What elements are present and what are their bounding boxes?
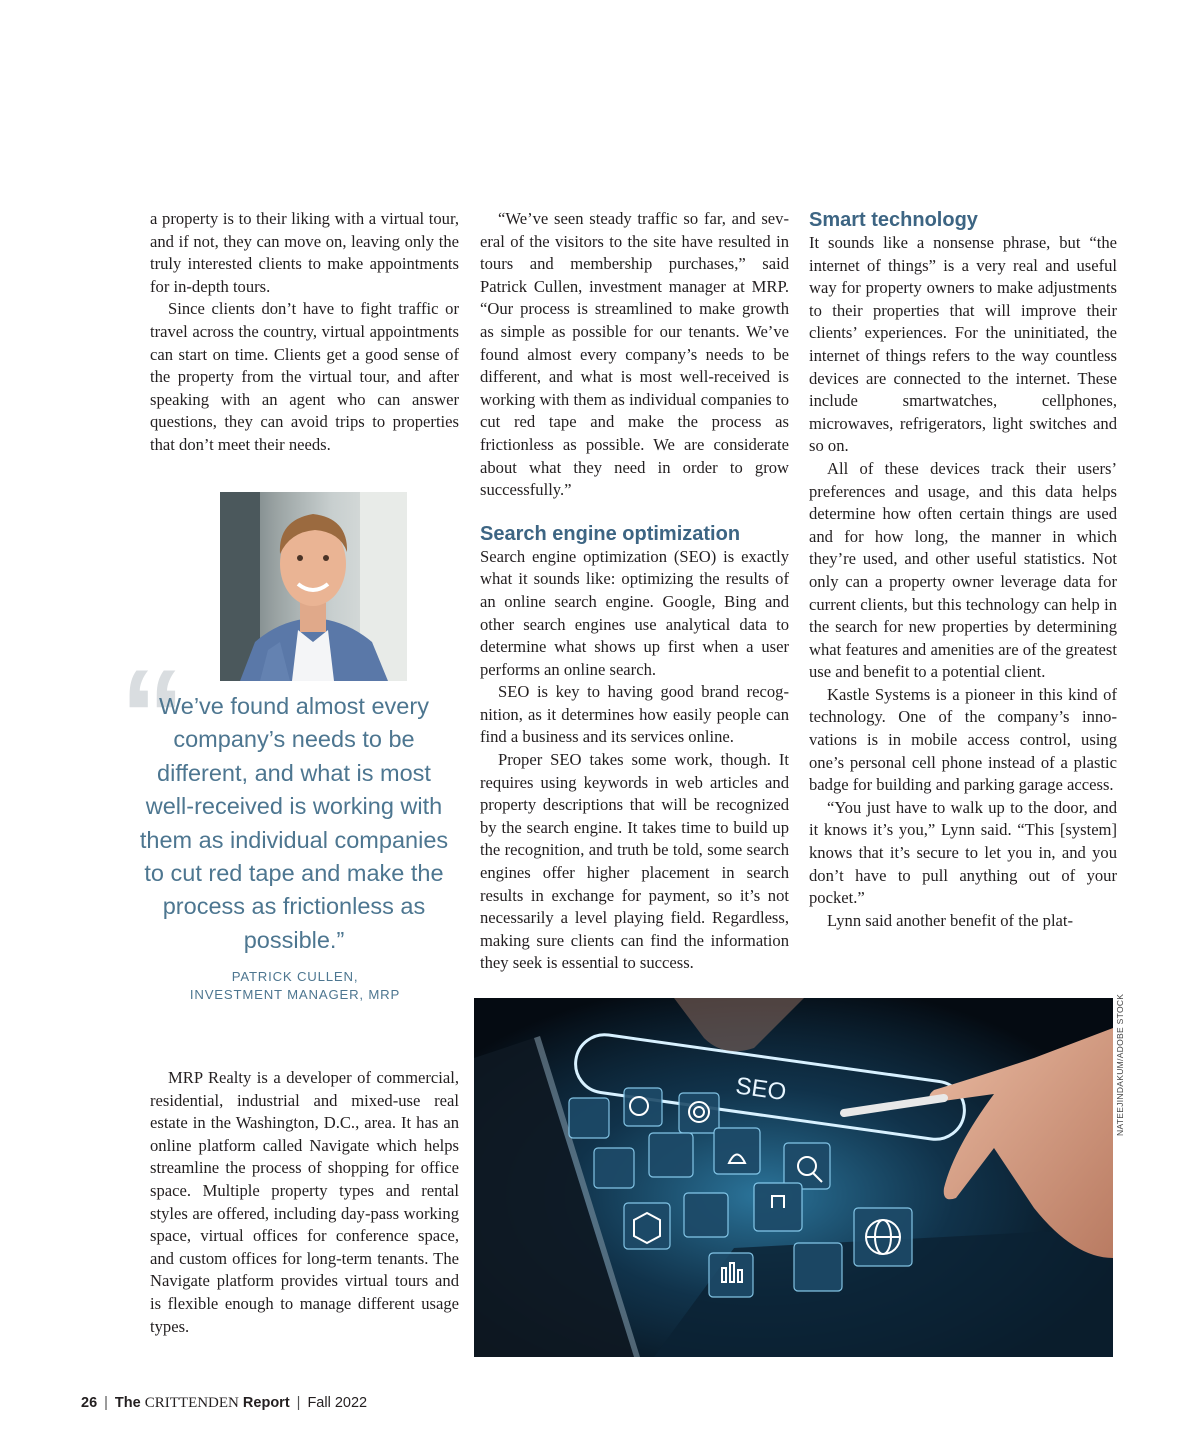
column-a-paragraph-1: a property is to their liking with a virtual tour, and if not, they can move on, leaving only the truly interested clients to make appointments for in-depth tours. (150, 209, 459, 296)
seo-paragraph-2: SEO is key to having good brand recognition, as it determines how easily people can find a business and its services online. (480, 682, 789, 747)
page-number: 26 (81, 1395, 98, 1411)
seo-paragraph-1: Search engine optimization (SEO) is exactly what it sounds like: optimizing the results of an online search engine. Google, Bing and other search engines use analytical data to determine what shows up first when a user performs an online search. (480, 546, 789, 679)
subhead-smart-technology: Smart technology (809, 209, 978, 231)
seo-label-text: SEO (733, 1072, 788, 1107)
mrp-realty-paragraph: MRP Realty is a developer of commercial, residential, industrial and mixed-use real estate in the Washington, D.C., area. It has an online platform called Navigate which helps streamline the process of shopping for office space. Multiple property types and rental styles are offered, including day-pass working space, virtual offices for conference space, and custom offices for long-term tenants. The Navigate platform provides virtual tours and is flexible enough to manage different usage types. (150, 1068, 459, 1336)
column-a-lower (150, 1067, 459, 1338)
brand-crittenden: CRITTENDEN (144, 1395, 239, 1411)
headshot-photo (220, 492, 407, 681)
footer-separator-2: | (296, 1395, 301, 1411)
column-c (809, 208, 1117, 932)
photo-credit: NATEEJINDAKUM/ADOBE STOCK (1115, 993, 1125, 1136)
column-a-paragraph-2: Since clients don’t have to fight traffic or travel across the country, virtual appointments can start on time. Clients get a good sense of the property from the virtual tour, and after speaking with an agent who can answer questions, they can avoid trips to properties that don’t meet their needs. (150, 299, 459, 454)
column-b-paragraph-1: “We’ve seen steady traffic so far, and several of the visitors to the site have resulted in tours and membership purchases,” said Patrick Cullen, investment manager at MRP. “Our process is streamlined to make growth as simple as possible for our tenants. We’ve found almost every company’s needs to be different, and what is most well-received is working with them as individual companies to cut red tape and make the process as frictionless as possible. We are considerate about what they need in order to grow successfully.” (480, 209, 789, 500)
column-c-paragraph-3: Kastle Systems is a pioneer in this kind of technology. One of the company’s innovations is in mobile access control, using one’s personal cell phone instead of a plastic badge for building and parking garage access. (809, 684, 1117, 795)
footer-separator: | (104, 1395, 108, 1411)
attribution-name: PATRICK CULLEN, (231, 969, 359, 984)
pull-quote: We’ve found almost every company’s needs to be different, and what is most well-received is working with them as individual companies to cut red tape and make the process as frictionless as possible.” (139, 693, 449, 953)
column-c-paragraph-1: It sounds like a nonsense phrase, but “the internet of things” is a very real and useful way for property owners to make adjustments to their properties that will improve their clients’ experiences. For the uninitiated, the internet of things refers to the way countless devices are connected to the internet. These include smartwatches, cellphones, microwaves, refrigerators, light switches and so on. (809, 233, 1117, 456)
seo-photo (474, 998, 1113, 1357)
column-c-paragraph-5: Lynn said another benefit of the plat- (827, 910, 1074, 930)
seo-illustration (474, 998, 1113, 1357)
attribution-title: INVESTMENT MANAGER, MRP (189, 987, 401, 1002)
portrait-illustration (220, 492, 407, 681)
seo-paragraph-3: Proper SEO takes some work, though. It requires using keywords in web articles and property descriptions that will be recognized by the search engine. It takes time to build up the recognition, and truth be told, some search engines offer higher placement in search results in exchange for payment, so it’s not necessarily a level playing field. Regardless, making sure clients can find the information they seek is essential to success. (480, 750, 789, 973)
quote-mark-icon: “ (120, 642, 185, 788)
column-a (150, 208, 459, 457)
issue-date: Fall 2022 (307, 1395, 368, 1411)
brand-the: The (114, 1395, 141, 1411)
column-b (480, 208, 789, 975)
pull-quote-attribution (150, 968, 440, 1004)
subhead-seo: Search engine optimization (480, 522, 741, 545)
column-c-paragraph-2: All of these devices track their users’ preferences and usage, and this data helps determine how often certain things are used and for how long, the manner in which they’re used, and other useful statistics. Not only can a property owner leverage data for current clients, but this technology can help in the search for new properties by determining what features and amenities are of the greatest use and benefit to a potential client. (809, 458, 1117, 682)
column-c-paragraph-4: “You just have to walk up to the door, and it knows it’s you,” Lynn said. “This [system] knows that it’s secure to let you in, and you don’t have to pull anything out of your pocket.” (809, 797, 1117, 908)
page-footer (81, 1393, 367, 1413)
brand-report: Report (242, 1395, 290, 1411)
